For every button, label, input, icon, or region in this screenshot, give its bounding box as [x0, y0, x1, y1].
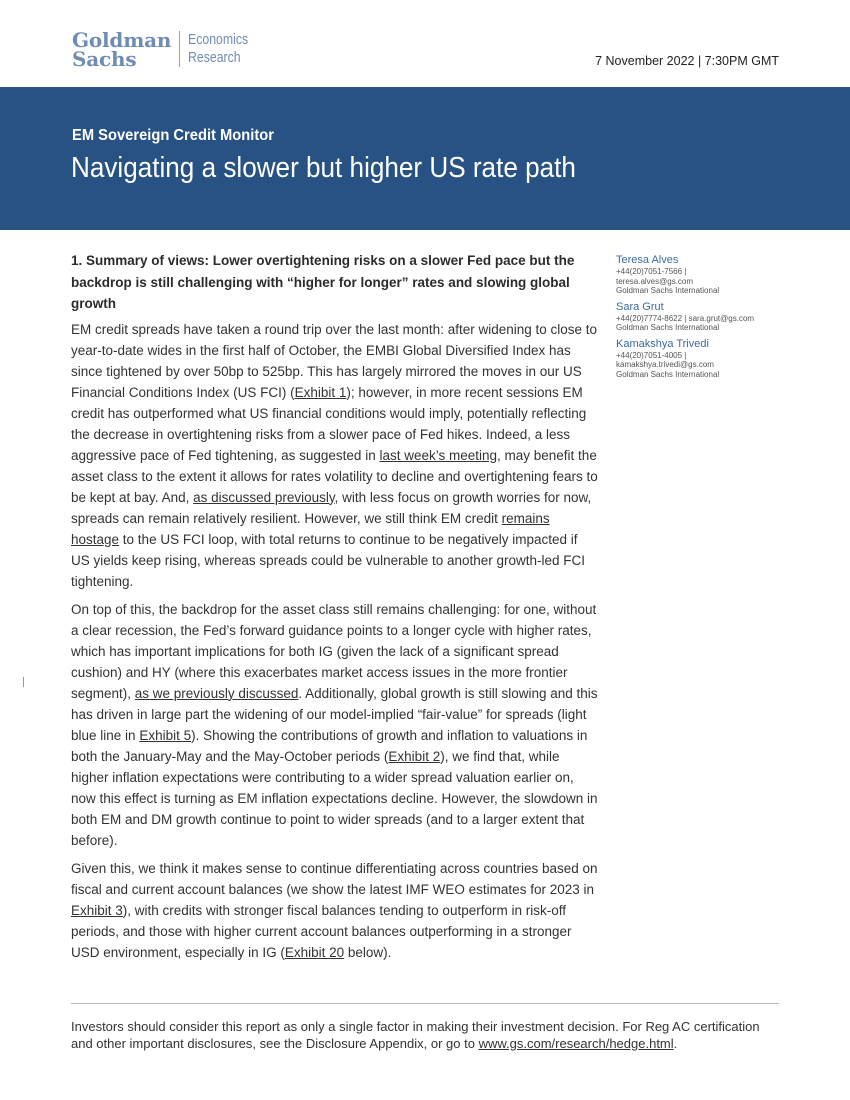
author-entity: Goldman Sachs International	[616, 323, 720, 332]
author-entity: Goldman Sachs International	[616, 369, 720, 379]
division-line-economics: Economics	[188, 31, 249, 48]
division-name	[188, 31, 261, 67]
author-email[interactable]: kamakshya.trivedi@gs.com	[616, 360, 714, 369]
paragraph-2	[71, 599, 598, 851]
main-text	[71, 250, 598, 970]
as-we-previously-discussed-link[interactable]: as we previously discussed	[134, 685, 299, 701]
author-email[interactable]: teresa.alves@gs.com	[616, 276, 694, 286]
text-run: ); however, in more recent sessions EM credit has outperformed what US financial conditions would imply, potentially reflecting the decrease in overtightening risks from a slower pace of Fed hikes. Indeed, a less aggressive pace of Fed tightening, as suggested in	[71, 384, 587, 463]
exhibit-1-link[interactable]: Exhibit 1	[294, 384, 347, 400]
author-entity: Goldman Sachs International	[616, 286, 720, 295]
footer-divider	[71, 1003, 779, 1004]
text-run: .	[673, 1035, 678, 1051]
text-run: . Additionally, global growth is still slowing and this has driven in large part the widening of our model-implied “fair-value” for spreads (light blue line in	[71, 685, 598, 743]
disclosure-link[interactable]: www.gs.com/research/hedge.html	[478, 1035, 674, 1051]
exhibit-5-link[interactable]: Exhibit 5	[139, 727, 192, 743]
publication-date: 7 November 2022 | 7:30PM GMT	[595, 54, 779, 68]
text-run: Investors should consider this report as only a single factor in making their investment decision. For Reg AC certification and other important disclosures, see the Disclosure Appendix, or go to	[71, 1019, 760, 1051]
margin-mark	[23, 677, 24, 687]
text-run: Given this, we think it makes sense to continue differentiating across countries based on fiscal and current account balances (we show the latest IMF WEO estimates for 2023 in	[71, 860, 598, 897]
text-run: below).	[344, 944, 392, 960]
author-kamakshya-trivedi	[616, 338, 786, 380]
disclosure-footer	[71, 1019, 779, 1052]
text-run: EM credit spreads have taken a round trip over the last month: after widening to close to year-to-date wides in the first half of October, the EMBI Global Diversified Index has since tightened by over 50bp to 525bp. This has largely mirrored the moves in our US Financial Conditions Index (US FCI) (	[71, 321, 598, 400]
as-discussed-previously-link[interactable]: as discussed previously	[193, 489, 335, 505]
text-run: , with less focus on growth worries for now, spreads can remain relatively resilient. However, we still think EM credit	[71, 489, 592, 526]
text-run: , may benefit the asset class to the extent it allows for rates volatility to decline and overtightening fears to be kept at bay. And,	[71, 447, 598, 505]
logo-wordmark	[72, 28, 172, 71]
exhibit-2-link[interactable]: Exhibit 2	[388, 748, 441, 764]
author-phone: +44(20)7051-4005 |	[616, 350, 687, 360]
exhibit-20-link[interactable]: Exhibit 20	[284, 944, 345, 960]
remains-hostage-link[interactable]: remains hostage	[71, 510, 550, 547]
text-run: ), we find that, while higher inflation expectations were contributing to a wider spread valuation earlier on, now this effect is turning as EM inflation expectations decline. However, the slowdown in both EM and DM growth continue to point to wider spreads (and to a larger extent that before).	[71, 748, 598, 848]
text-run: ). Showing the contributions of growth and inflation to valuations in both the January-May and the May-October periods (	[71, 727, 588, 764]
author-name: Sara Grut	[616, 300, 664, 313]
division-line-research: Research	[188, 49, 241, 66]
author-teresa-alves	[616, 254, 786, 296]
gs-logo	[72, 28, 262, 71]
text-run: ), with credits with stronger fiscal balances tending to outperform in risk-off periods, and those with higher current account balances outperforming in a stronger USD environment, especially in IG (	[71, 902, 572, 960]
exhibit-3-link[interactable]: Exhibit 3	[71, 902, 123, 918]
logo-line-sachs: Sachs	[72, 47, 137, 71]
text-run: On top of this, the backdrop for the asset class still remains challenging: for one, without a clear recession, the Fed’s forward guidance points to a longer cycle with higher rates, which has important implications for both IG (given the lack of a significant spread cushion) and HY (where this exacerbates market access issues in the more frontier segment),	[71, 601, 597, 701]
paragraph-1	[71, 319, 598, 592]
author-name: Teresa Alves	[616, 254, 679, 266]
section-heading: 1. Summary of views: Lower overtightening risks on a slower Fed pace but the backdrop is still challenging with “higher for longer” rates and slowing global growth	[71, 253, 575, 311]
report-title: Navigating a slower but higher US rate path	[71, 152, 576, 184]
logo-line-goldman: Goldman	[72, 28, 172, 52]
authors-sidebar	[616, 254, 786, 384]
text-run: to the US FCI loop, with total returns to continue to be negatively impacted if US yields keep rising, whereas spreads could be vulnerable to another growth-led FCI tightening.	[71, 531, 586, 589]
author-sara-grut	[616, 301, 786, 333]
title-banner	[0, 87, 850, 230]
author-name: Kamakshya Trivedi	[616, 337, 709, 350]
paragraph-3	[71, 858, 598, 963]
last-week-meeting-link[interactable]: last week’s meeting	[379, 447, 498, 463]
author-phone: +44(20)7051-7566 |	[616, 267, 687, 276]
author-contact[interactable]: +44(20)7774-8622 | sara.grut@gs.com	[616, 313, 755, 323]
series-name: EM Sovereign Credit Monitor	[72, 127, 275, 144]
logo-divider	[179, 31, 180, 67]
